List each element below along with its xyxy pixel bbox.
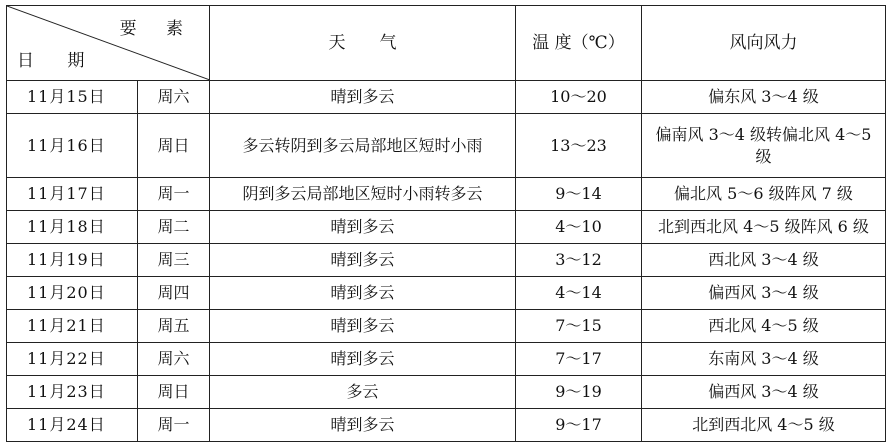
table-row xyxy=(7,310,886,343)
wind-cell: 偏西风 3～4 级 xyxy=(642,277,886,310)
weekday-cell: 周二 xyxy=(138,211,210,244)
weather-forecast-table xyxy=(6,5,886,442)
wind-cell: 西北风 3～4 级 xyxy=(642,244,886,277)
weekday-cell: 周六 xyxy=(138,343,210,376)
weekday-cell: 周五 xyxy=(138,310,210,343)
table-row xyxy=(7,81,886,114)
temperature-cell: 9～19 xyxy=(516,376,642,409)
corner-header-date: 日 期 xyxy=(17,51,99,71)
corner-header-cell xyxy=(7,6,210,81)
temperature-cell: 13～23 xyxy=(516,114,642,178)
weekday-cell: 周三 xyxy=(138,244,210,277)
temperature-cell: 10～20 xyxy=(516,81,642,114)
header-wind: 风向风力 xyxy=(642,6,886,81)
weekday-cell: 周日 xyxy=(138,376,210,409)
weather-cell: 晴到多云 xyxy=(210,310,516,343)
date-cell: 11月21日 xyxy=(7,310,138,343)
date-cell: 11月24日 xyxy=(7,409,138,442)
date-cell: 11月18日 xyxy=(7,211,138,244)
temperature-cell: 3～12 xyxy=(516,244,642,277)
forecast-table-wrapper xyxy=(6,5,886,442)
weekday-cell: 周一 xyxy=(138,409,210,442)
date-cell: 11月15日 xyxy=(7,81,138,114)
wind-cell: 西北风 4～5 级 xyxy=(642,310,886,343)
temperature-cell: 9～17 xyxy=(516,409,642,442)
date-cell: 11月19日 xyxy=(7,244,138,277)
temperature-cell: 9～14 xyxy=(516,178,642,211)
date-cell: 11月22日 xyxy=(7,343,138,376)
table-row xyxy=(7,178,886,211)
weather-cell: 多云转阴到多云局部地区短时小雨 xyxy=(210,114,516,178)
table-row xyxy=(7,277,886,310)
table-header-row xyxy=(7,6,886,81)
wind-cell: 东南风 3～4 级 xyxy=(642,343,886,376)
weather-cell: 晴到多云 xyxy=(210,409,516,442)
temperature-cell: 7～15 xyxy=(516,310,642,343)
temperature-cell: 4～14 xyxy=(516,277,642,310)
weather-cell: 晴到多云 xyxy=(210,81,516,114)
date-cell: 11月23日 xyxy=(7,376,138,409)
wind-cell: 偏东风 3～4 级 xyxy=(642,81,886,114)
date-cell: 11月17日 xyxy=(7,178,138,211)
date-cell: 11月20日 xyxy=(7,277,138,310)
wind-cell: 北到西北风 4～5 级 xyxy=(642,409,886,442)
corner-header-elements: 要 素 xyxy=(119,19,195,39)
table-row xyxy=(7,211,886,244)
table-row xyxy=(7,376,886,409)
wind-cell: 偏北风 5～6 级阵风 7 级 xyxy=(642,178,886,211)
date-cell: 11月16日 xyxy=(7,114,138,178)
table-row xyxy=(7,244,886,277)
weather-cell: 晴到多云 xyxy=(210,277,516,310)
table-row xyxy=(7,343,886,376)
header-weather: 天 气 xyxy=(210,6,516,81)
table-row xyxy=(7,114,886,178)
weather-cell: 多云 xyxy=(210,376,516,409)
header-temperature: 温 度（℃） xyxy=(516,6,642,81)
wind-cell: 北到西北风 4～5 级阵风 6 级 xyxy=(642,211,886,244)
table-row xyxy=(7,409,886,442)
weekday-cell: 周一 xyxy=(138,178,210,211)
weekday-cell: 周六 xyxy=(138,81,210,114)
wind-cell: 偏西风 3～4 级 xyxy=(642,376,886,409)
weekday-cell: 周日 xyxy=(138,114,210,178)
weather-cell: 阴到多云局部地区短时小雨转多云 xyxy=(210,178,516,211)
weather-cell: 晴到多云 xyxy=(210,211,516,244)
weather-cell: 晴到多云 xyxy=(210,343,516,376)
wind-cell: 偏南风 3～4 级转偏北风 4～5 级 xyxy=(642,114,886,178)
temperature-cell: 7～17 xyxy=(516,343,642,376)
temperature-cell: 4～10 xyxy=(516,211,642,244)
weekday-cell: 周四 xyxy=(138,277,210,310)
weather-cell: 晴到多云 xyxy=(210,244,516,277)
